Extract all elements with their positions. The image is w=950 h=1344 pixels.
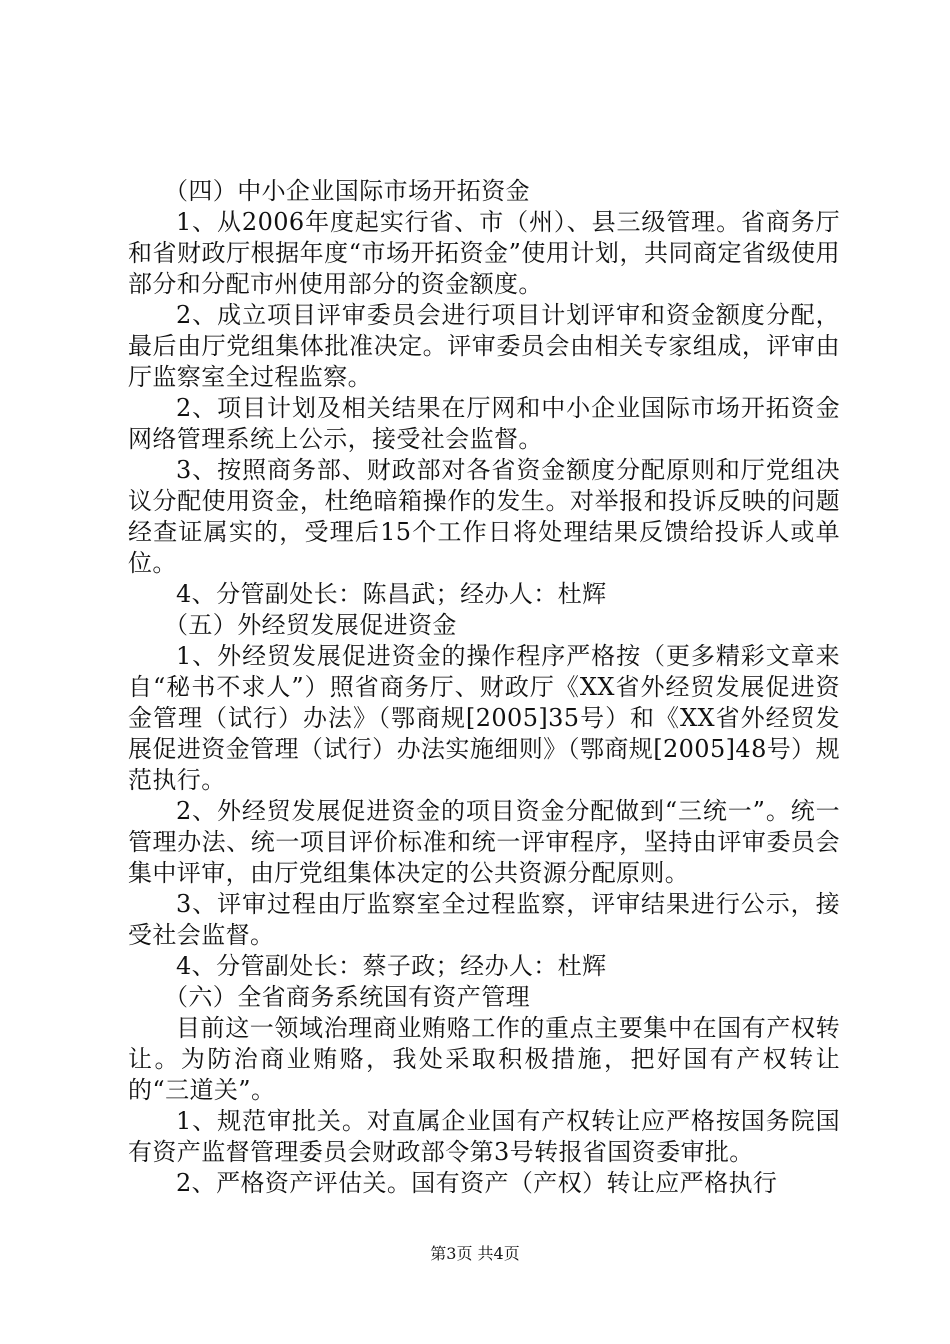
paragraph: 1、外经贸发展促进资金的操作程序严格按（更多精彩文章来自“秘书不求人”）照省商务厅、财政厅《XX省外经贸发展促进资金管理（试行）办法》（鄂商规[2005]35号）和《XX省外经贸发展促进资金管理（试行）办法实施细则》（鄂商规[2005]48号）规范执行。 (128, 642, 840, 794)
paragraph: 4、分管副处长：陈昌武；经办人：杜辉 (176, 580, 607, 608)
paragraph: 2、项目计划及相关结果在厅网和中小企业国际市场开拓资金网络管理系统上公示，接受社会监督。 (128, 394, 840, 453)
paragraph: 1、从2006年度起实行省、市（州）、县三级管理。省商务厅和省财政厅根据年度“市场开拓资金”使用计划，共同商定省级使用部分和分配市州使用部分的资金额度。 (128, 208, 840, 298)
document-body (128, 176, 840, 1199)
paragraph: 3、按照商务部、财政部对各省资金额度分配原则和厅党组决议分配使用资金，杜绝暗箱操作的发生。对举报和投诉反映的问题经查证属实的，受理后15个工作日将处理结果反馈给投诉人或单位。 (128, 456, 840, 577)
paragraph: 2、外经贸发展促进资金的项目资金分配做到“三统一”。统一管理办法、统一项目评价标准和统一评审程序，坚持由评审委员会集中评审，由厅党组集体决定的公共资源分配原则。 (128, 797, 840, 887)
section-heading-6: （六）全省商务系统国有资产管理 (164, 983, 530, 1011)
section-heading-4: （四）中小企业国际市场开拓资金 (164, 177, 530, 205)
page-number-footer: 第3页 共4页 (430, 1244, 520, 1263)
paragraph: 4、分管副处长：蔡子政；经办人：杜辉 (176, 952, 607, 980)
paragraph: 目前这一领域治理商业贿赂工作的重点主要集中在国有产权转让。为防治商业贿赂，我处采取积极措施，把好国有产权转让的“三道关”。 (128, 1014, 840, 1104)
paragraph: 1、规范审批关。对直属企业国有产权转让应严格按国务院国有资产监督管理委员会财政部令第3号转报省国资委审批。 (128, 1107, 840, 1166)
section-heading-5: （五）外经贸发展促进资金 (164, 611, 457, 639)
paragraph: 2、成立项目评审委员会进行项目计划评审和资金额度分配，最后由厅党组集体批准决定。评审委员会由相关专家组成，评审由厅监察室全过程监察。 (128, 301, 840, 391)
paragraph: 2、严格资产评估关。国有资产（产权）转让应严格执行 (176, 1169, 778, 1197)
paragraph: 3、评审过程由厅监察室全过程监察，评审结果进行公示，接受社会监督。 (128, 890, 840, 949)
